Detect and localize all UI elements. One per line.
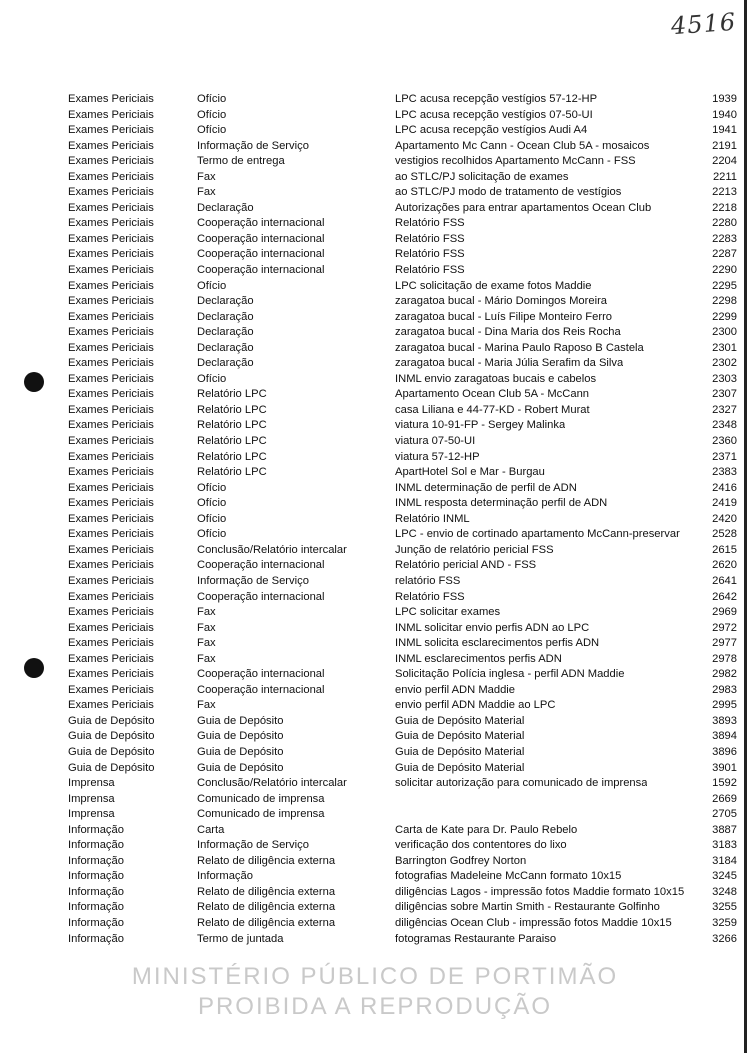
document-type-cell: Relatório LPC	[197, 435, 267, 448]
document-type-cell: Declaração	[197, 310, 254, 323]
document-type-cell: Declaração	[197, 341, 254, 354]
table-row	[0, 527, 750, 543]
document-type-cell: Ofício	[197, 528, 227, 541]
document-type-cell: Fax	[197, 699, 216, 712]
category-cell: Imprensa	[68, 792, 115, 805]
table-row	[0, 263, 750, 279]
document-type-cell: Fax	[197, 606, 216, 619]
description-cell: vestigios recolhidos Apartamento McCann - FSS	[395, 155, 636, 168]
description-cell: viatura 10-91-FP - Sergey Malinka	[395, 419, 566, 432]
page-number-cell: 2204	[712, 155, 737, 168]
table-row	[0, 636, 750, 652]
category-cell: Exames Periciais	[68, 388, 154, 401]
table-row	[0, 372, 750, 388]
page-number-cell: 2969	[712, 606, 737, 619]
table-row	[0, 792, 750, 808]
document-type-cell: Cooperação internacional	[197, 248, 325, 261]
table-row	[0, 341, 750, 357]
page-number-cell: 3887	[712, 823, 737, 836]
category-cell: Exames Periciais	[68, 279, 154, 292]
category-cell: Exames Periciais	[68, 217, 154, 230]
description-cell: INML solicita esclarecimentos perfis ADN	[395, 637, 600, 650]
category-cell: Exames Periciais	[68, 93, 154, 105]
table-row	[0, 108, 750, 124]
category-cell: Exames Periciais	[68, 357, 154, 370]
page-number-cell: 2995	[712, 699, 737, 712]
document-type-cell: Relatório LPC	[197, 466, 267, 479]
description-cell: Guia de Depósito Material	[395, 745, 525, 758]
document-type-cell: Informação de Serviço	[197, 574, 309, 587]
document-type-cell: Termo de entrega	[197, 155, 285, 168]
document-type-cell: Declaração	[197, 295, 254, 308]
description-cell: Relatório FSS	[395, 217, 465, 230]
document-type-cell: Fax	[197, 637, 216, 650]
table-row	[0, 574, 750, 590]
category-cell: Exames Periciais	[68, 621, 154, 634]
table-row	[0, 185, 750, 201]
page-number-cell: 2348	[712, 419, 737, 432]
category-cell: Exames Periciais	[68, 652, 154, 665]
category-cell: Guia de Depósito	[68, 745, 155, 758]
description-cell: LPC acusa recepção vestígios Audi A4	[395, 124, 588, 137]
category-cell: Imprensa	[68, 808, 115, 821]
description-cell: fotografias Madeleine McCann formato 10x15	[395, 870, 622, 883]
description-cell: Barrington Godfrey Norton	[395, 854, 527, 867]
document-type-cell: Cooperação internacional	[197, 559, 325, 572]
description-cell: envio perfil ADN Maddie ao LPC	[395, 699, 556, 712]
table-row	[0, 885, 750, 901]
document-type-cell: Guia de Depósito	[197, 714, 284, 727]
category-cell: Exames Periciais	[68, 108, 154, 121]
page-number-cell: 2213	[712, 186, 737, 199]
category-cell: Exames Periciais	[68, 295, 154, 308]
page-number-cell: 2303	[712, 372, 737, 385]
document-type-cell: Relatório LPC	[197, 450, 267, 463]
category-cell: Exames Periciais	[68, 155, 154, 168]
description-cell: zaragatoa bucal - Marina Paulo Raposo B Castela	[395, 341, 644, 354]
category-cell: Informação	[68, 854, 124, 867]
table-row	[0, 216, 750, 232]
table-row	[0, 652, 750, 668]
description-cell: Junção de relatório pericial FSS	[395, 543, 554, 556]
category-cell: Exames Periciais	[68, 699, 154, 712]
page-number-cell: 2211	[712, 170, 737, 183]
page-number-cell: 2302	[712, 357, 737, 370]
category-cell: Exames Periciais	[68, 310, 154, 323]
table-row	[0, 605, 750, 621]
description-cell: Apartamento Mc Cann - Ocean Club 5A - mosaicos	[395, 139, 650, 152]
description-cell: INML determinação de perfil de ADN	[395, 481, 577, 494]
table-row	[0, 496, 750, 512]
table-row	[0, 683, 750, 699]
document-type-cell: Cooperação internacional	[197, 264, 325, 277]
page-number-cell: 2641	[712, 574, 737, 587]
category-cell: Exames Periciais	[68, 264, 154, 277]
page-number-cell: 2419	[712, 497, 737, 510]
document-type-cell: Termo de juntada	[197, 932, 284, 945]
page-number-cell: 3896	[712, 745, 737, 758]
description-cell: INML esclarecimentos perfis ADN	[395, 652, 562, 665]
category-cell: Guia de Depósito	[68, 714, 155, 727]
category-cell: Exames Periciais	[68, 590, 154, 603]
document-type-cell: Informação de Serviço	[197, 839, 309, 852]
page-number-cell: 1941	[712, 124, 737, 137]
description-cell: ao STLC/PJ modo de tratamento de vestígios	[395, 186, 622, 199]
description-cell: Relatório INML	[395, 512, 470, 525]
category-cell: Exames Periciais	[68, 186, 154, 199]
page-number-cell: 2298	[712, 295, 737, 308]
category-cell: Exames Periciais	[68, 559, 154, 572]
page-number-cell: 1940	[712, 108, 737, 121]
document-type-cell: Fax	[197, 170, 216, 183]
description-cell: INML resposta determinação perfil de ADN	[395, 497, 608, 510]
description-cell: Relatório FSS	[395, 590, 465, 603]
category-cell: Exames Periciais	[68, 497, 154, 510]
description-cell: diligências sobre Martin Smith - Restaurante Golfinho	[395, 901, 660, 914]
description-cell: Carta de Kate para Dr. Paulo Rebelo	[395, 823, 578, 836]
description-cell: Autorizações para entrar apartamentos Ocean Club	[395, 201, 652, 214]
document-type-cell: Relatório LPC	[197, 403, 267, 416]
table-row	[0, 714, 750, 730]
table-row	[0, 154, 750, 170]
description-cell: viatura 57-12-HP	[395, 450, 480, 463]
page-number-cell: 2705	[712, 808, 737, 821]
description-cell: solicitar autorização para comunicado de imprensa	[395, 777, 648, 790]
page-number-cell: 3894	[712, 730, 737, 743]
table-row	[0, 916, 750, 932]
document-type-cell: Relato de diligência externa	[197, 854, 336, 867]
page-number-cell: 2360	[712, 435, 737, 448]
watermark-line-2: PROIBIDA A REPRODUÇÃO	[197, 993, 553, 1020]
page-number-cell: 3893	[712, 714, 737, 727]
page-number-cell: 3901	[712, 761, 737, 774]
page-number-cell: 2420	[712, 512, 737, 525]
document-type-cell: Informação de Serviço	[197, 139, 309, 152]
document-type-cell: Ofício	[197, 108, 227, 121]
category-cell: Exames Periciais	[68, 528, 154, 541]
category-cell: Informação	[68, 839, 124, 852]
table-row	[0, 170, 750, 186]
table-row	[0, 356, 750, 372]
page-number-cell: 3183	[712, 839, 737, 852]
table-row	[0, 450, 750, 466]
category-cell: Imprensa	[68, 777, 115, 790]
document-type-cell: Fax	[197, 621, 216, 634]
table-row	[0, 761, 750, 777]
table-row	[0, 558, 750, 574]
document-type-cell: Relato de diligência externa	[197, 916, 336, 929]
description-cell: LPC acusa recepção vestígios 57-12-HP	[395, 93, 598, 105]
table-row	[0, 403, 750, 419]
table-row	[0, 932, 750, 948]
table-row	[0, 854, 750, 870]
page-number-cell: 2287	[712, 248, 737, 261]
page-number-cell: 3184	[712, 854, 737, 867]
category-cell: Exames Periciais	[68, 668, 154, 681]
watermark-line-1: MINISTÉRIO PÚBLICO DE PORTIMÃO	[131, 963, 619, 990]
document-type-cell: Declaração	[197, 326, 254, 339]
description-cell: Relatório FSS	[395, 264, 465, 277]
page-number-cell: 3245	[712, 870, 737, 883]
table-row	[0, 838, 750, 854]
page-number-cell: 2528	[712, 528, 737, 541]
description-cell: zaragatoa bucal - Luís Filipe Monteiro Ferro	[395, 310, 613, 323]
document-type-cell: Ofício	[197, 124, 227, 137]
page-number-cell: 2191	[712, 139, 737, 152]
table-row	[0, 823, 750, 839]
table-row	[0, 434, 750, 450]
category-cell: Exames Periciais	[68, 341, 154, 354]
page-number-cell: 2977	[712, 637, 737, 650]
table-row	[0, 667, 750, 683]
table-row	[0, 869, 750, 885]
category-cell: Exames Periciais	[68, 232, 154, 245]
document-type-cell: Conclusão/Relatório intercalar	[197, 777, 347, 790]
category-cell: Exames Periciais	[68, 403, 154, 416]
category-cell: Exames Periciais	[68, 139, 154, 152]
table-row	[0, 123, 750, 139]
description-cell: ao STLC/PJ solicitação de exames	[395, 170, 569, 183]
page-number-cell: 2218	[712, 201, 737, 214]
description-cell: envio perfil ADN Maddie	[395, 683, 516, 696]
page-number-cell: 2290	[712, 264, 737, 277]
page-number-cell: 2371	[712, 450, 737, 463]
description-cell: ApartHotel Sol e Mar - Burgau	[395, 466, 545, 479]
description-cell: zaragatoa bucal - Dina Maria dos Reis Rocha	[395, 326, 621, 339]
table-row	[0, 590, 750, 606]
page-number-cell: 2669	[712, 792, 737, 805]
document-type-cell: Ofício	[197, 279, 227, 292]
page-number-cell: 2283	[712, 232, 737, 245]
category-cell: Exames Periciais	[68, 543, 154, 556]
page-number-cell: 3266	[712, 932, 737, 945]
document-type-cell: Informação	[197, 870, 253, 883]
page-number-cell: 2972	[712, 621, 737, 634]
document-type-cell: Declaração	[197, 357, 254, 370]
category-cell: Informação	[68, 916, 124, 929]
table-row	[0, 201, 750, 217]
document-type-cell: Relatório LPC	[197, 419, 267, 432]
category-cell: Exames Periciais	[68, 574, 154, 587]
description-cell: viatura 07-50-UI	[395, 435, 476, 448]
table-row	[0, 512, 750, 528]
document-type-cell: Guia de Depósito	[197, 730, 284, 743]
page-number-cell: 2982	[712, 668, 737, 681]
description-cell: Guia de Depósito Material	[395, 730, 525, 743]
page-number-cell: 2620	[712, 559, 737, 572]
table-row	[0, 729, 750, 745]
description-cell: LPC solicitação de exame fotos Maddie	[395, 279, 592, 292]
category-cell: Informação	[68, 885, 124, 898]
description-cell: Relatório FSS	[395, 232, 465, 245]
document-type-cell: Relato de diligência externa	[197, 885, 336, 898]
description-cell: relatório FSS	[395, 574, 461, 587]
table-row	[0, 310, 750, 326]
document-type-cell: Cooperação internacional	[197, 217, 325, 230]
category-cell: Exames Periciais	[68, 124, 154, 137]
table-row	[0, 247, 750, 263]
table-row	[0, 387, 750, 403]
category-cell: Informação	[68, 932, 124, 945]
table-row	[0, 279, 750, 295]
description-cell: fotogramas Restaurante Paraiso	[395, 932, 557, 945]
document-type-cell: Cooperação internacional	[197, 590, 325, 603]
page-number-cell: 1939	[712, 93, 737, 105]
description-cell: diligências Lagos - impressão fotos Maddie formato 10x15	[395, 885, 685, 898]
document-type-cell: Comunicado de imprensa	[197, 808, 325, 821]
table-row	[0, 621, 750, 637]
category-cell: Exames Periciais	[68, 450, 154, 463]
document-index-table	[0, 92, 750, 947]
table-row	[0, 776, 750, 792]
page-number-cell: 2327	[712, 403, 737, 416]
handwritten-page-number: 4516	[670, 7, 737, 41]
document-type-cell: Relato de diligência externa	[197, 901, 336, 914]
table-row	[0, 698, 750, 714]
description-cell: diligências Ocean Club - impressão fotos Maddie 10x15	[395, 916, 672, 929]
document-type-cell: Relatório LPC	[197, 388, 267, 401]
document-type-cell: Fax	[197, 652, 216, 665]
table-row	[0, 900, 750, 916]
page-number-cell: 2983	[712, 683, 737, 696]
category-cell: Exames Periciais	[68, 606, 154, 619]
table-row	[0, 807, 750, 823]
document-type-cell: Ofício	[197, 512, 227, 525]
page-number-cell: 2307	[712, 388, 737, 401]
description-cell: Guia de Depósito Material	[395, 761, 525, 774]
description-cell: Apartamento Ocean Club 5A - McCann	[395, 388, 590, 401]
document-type-cell: Fax	[197, 186, 216, 199]
page-number-cell: 2642	[712, 590, 737, 603]
category-cell: Exames Periciais	[68, 326, 154, 339]
category-cell: Guia de Depósito	[68, 761, 155, 774]
page-number-cell: 2383	[712, 466, 737, 479]
document-type-cell: Declaração	[197, 201, 254, 214]
page-number-cell: 2615	[712, 543, 737, 556]
table-row	[0, 232, 750, 248]
category-cell: Exames Periciais	[68, 201, 154, 214]
description-cell: LPC - envio de cortinado apartamento McCann-preservar	[395, 528, 680, 541]
document-type-cell: Ofício	[197, 93, 227, 105]
category-cell: Exames Periciais	[68, 372, 154, 385]
table-row	[0, 745, 750, 761]
document-type-cell: Ofício	[197, 372, 227, 385]
table-row	[0, 465, 750, 481]
description-cell: Relatório pericial AND - FSS	[395, 559, 537, 572]
description-cell: Solicitação Polícia inglesa - perfil ADN Maddie	[395, 668, 625, 681]
page-number-cell: 3248	[712, 885, 737, 898]
page-number-cell: 2301	[712, 341, 737, 354]
category-cell: Exames Periciais	[68, 419, 154, 432]
document-type-cell: Ofício	[197, 497, 227, 510]
page-number-cell: 3255	[712, 901, 737, 914]
category-cell: Informação	[68, 823, 124, 836]
table-row	[0, 418, 750, 434]
category-cell: Exames Periciais	[68, 170, 154, 183]
description-cell: verificação dos contentores do lixo	[395, 839, 567, 852]
document-type-cell: Conclusão/Relatório intercalar	[197, 543, 347, 556]
description-cell: INML envio zaragatoas bucais e cabelos	[395, 372, 597, 385]
page-number-cell: 3259	[712, 916, 737, 929]
page-number-cell: 2416	[712, 481, 737, 494]
category-cell: Informação	[68, 901, 124, 914]
table-row	[0, 543, 750, 559]
description-cell: LPC acusa recepção vestígios 07-50-UI	[395, 108, 593, 121]
category-cell: Exames Periciais	[68, 637, 154, 650]
document-type-cell: Carta	[197, 823, 225, 836]
page-number-cell: 2295	[712, 279, 737, 292]
document-type-cell: Guia de Depósito	[197, 745, 284, 758]
category-cell: Exames Periciais	[68, 435, 154, 448]
document-type-cell: Cooperação internacional	[197, 683, 325, 696]
description-cell: Guia de Depósito Material	[395, 714, 525, 727]
category-cell: Exames Periciais	[68, 248, 154, 261]
page-number-cell: 2978	[712, 652, 737, 665]
page-number-cell: 2300	[712, 326, 737, 339]
page-number-cell: 1592	[712, 777, 737, 790]
description-cell: Relatório FSS	[395, 248, 465, 261]
category-cell: Exames Periciais	[68, 466, 154, 479]
document-type-cell: Ofício	[197, 481, 227, 494]
description-cell: INML solicitar envio perfis ADN ao LPC	[395, 621, 590, 634]
watermark	[0, 962, 750, 1022]
category-cell: Exames Periciais	[68, 512, 154, 525]
description-cell: zaragatoa bucal - Maria Júlia Serafim da Silva	[395, 357, 624, 370]
document-type-cell: Comunicado de imprensa	[197, 792, 325, 805]
category-cell: Guia de Depósito	[68, 730, 155, 743]
document-type-cell: Cooperação internacional	[197, 668, 325, 681]
description-cell: zaragatoa bucal - Mário Domingos Moreira	[395, 295, 608, 308]
table-row	[0, 139, 750, 155]
category-cell: Informação	[68, 870, 124, 883]
table-row	[0, 294, 750, 310]
table-row	[0, 481, 750, 497]
description-cell: casa Liliana e 44-77-KD - Robert Murat	[395, 403, 590, 416]
category-cell: Exames Periciais	[68, 481, 154, 494]
document-type-cell: Guia de Depósito	[197, 761, 284, 774]
table-row	[0, 92, 750, 108]
category-cell: Exames Periciais	[68, 683, 154, 696]
page-number-cell: 2280	[712, 217, 737, 230]
table-row	[0, 325, 750, 341]
description-cell: LPC solicitar exames	[395, 606, 501, 619]
page-number-cell: 2299	[712, 310, 737, 323]
document-type-cell: Cooperação internacional	[197, 232, 325, 245]
